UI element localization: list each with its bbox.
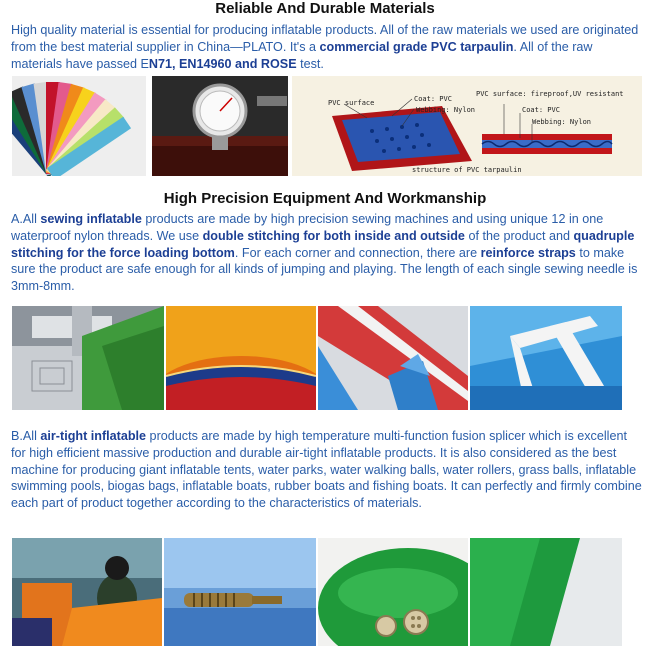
green-tube-photo: [318, 538, 468, 646]
thickness-gauge-photo: [152, 76, 288, 176]
color-swatches-photo: [12, 76, 146, 176]
diagram2-webbing-label: Webbing: Nylon: [532, 118, 592, 126]
section-title-equipment: High Precision Equipment And Workmanship: [163, 190, 487, 207]
sewing-text: products are made by high precision sewing machines and using unique 12 in one waterproof nylon threads. We use: [11, 212, 604, 243]
reinforce-strap-photo: [318, 306, 468, 410]
materials-text: High quality material is essential for producing inflatable products. All of the raw materials we used are originated from the best material supplier in China—PLATO. It's a: [11, 23, 639, 54]
sewing-text: . For each corner and connection, there are: [234, 245, 481, 260]
sewing-bold-3: quadruple stitching for the force loading bottom: [11, 228, 635, 260]
materials-text: . All of the raw materials have passed E: [11, 39, 593, 71]
green-fabric-photo: [470, 538, 622, 646]
diagram2-caption: structure of PVC tarpaulin: [412, 166, 522, 174]
sewing-paragraph: [11, 211, 643, 295]
sewing-text: to make sure the product are safe enough for all kinds of jumping and playing. The length of each single sewing needle is 3mm-8mm.: [11, 245, 638, 294]
sewing-bold-2: double stitching for both inside and outside: [202, 228, 465, 243]
sewing-bold-4: reinforce straps: [480, 245, 576, 260]
diagram1-coat-label: Coat: PVC: [414, 95, 452, 103]
pvc-structure-diagram: [292, 76, 642, 176]
sewing-bold-1: sewing inflatable: [40, 212, 142, 226]
sewing-text: of the product and: [464, 228, 574, 243]
materials-bold-pvc: commercial grade PVC tarpaulin: [319, 39, 514, 54]
stitched-seam-photo: [166, 306, 316, 410]
materials-text: test.: [296, 56, 324, 71]
diagram2-coat-label: Coat: PVC: [522, 106, 560, 114]
airtight-bold-1: air-tight inflatable: [40, 429, 147, 443]
materials-paragraph: [11, 22, 643, 72]
diagram1-pvc-surface-label: PVC surface: [328, 99, 375, 107]
diagram1-webbing-label: Webbing: Nylon: [416, 106, 476, 114]
airtight-paragraph: [11, 428, 643, 512]
section-title-materials: Reliable And Durable Materials: [215, 0, 435, 17]
airtight-text: products are made by high temperature multi-function fusion splicer which is excellent for high efficient massive production and durable air-tight inflatable products. It is also considered as the best machine for producing giant inflatable tents, water parks, water walking balls, water rollers, grass balls, inflatable swimming pools, biogas bags, inflatable boats, rubber boats and fishing boats. It can perfectly and firmly combine each part of product together according to the characteristics of materials.: [11, 429, 642, 511]
materials-bold-standards: N71, EN14960 and ROSE: [148, 56, 297, 71]
diagram2-pvc-surface-label: PVC surface: fireproof,UV resistant: [476, 90, 624, 98]
workers-photo: [12, 538, 162, 646]
valve-photo: [164, 538, 316, 646]
sewing-machine-photo: [12, 306, 164, 410]
sewing-text: A.All: [11, 212, 41, 226]
airtight-text: B.All: [11, 429, 41, 443]
blue-corner-photo: [470, 306, 622, 410]
